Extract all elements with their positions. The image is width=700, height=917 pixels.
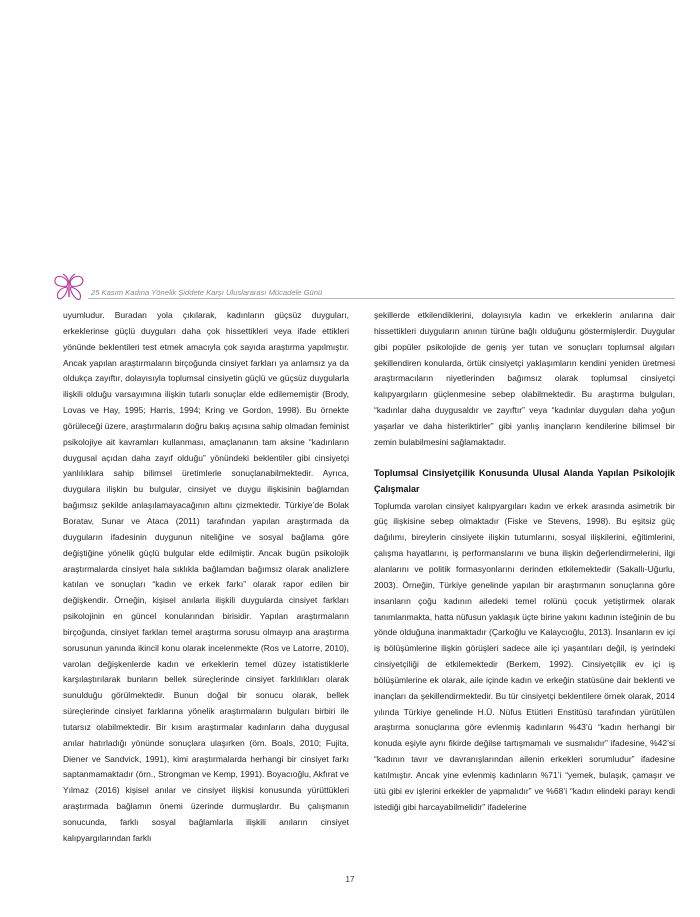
running-header bbox=[50, 272, 675, 302]
body-paragraph: uyumludur. Buradan yola çıkılarak, kadınların güçsüz duyguları, erkeklerinse güçlü duyguları daha çok hissettikleri veya ifade ettikleri yönünde beklentileri test etmek amacıyla çok sayıda araştırma yapılmıştır. Ancak yapılan araştırmaların birçoğunda cinsiyet farkları ya anlamsız ya da oldukça zayıftır, dolayısıyla toplumsal cinsiyetin güçlü ve güçsüz duygularla ilişkili olduğu varsayımına ilişkin tutarlı sonuçlar elde edilememiştir (Brody, Lovas ve Hay, 1995; Harris, 1994; Kring ve Gordon, 1998). Bu örnekte görüleceği üzere, araştırmaların doğru bakış açısına sahip olmadan feminist psikolojiye ait kavramları kullanması, amaçlananın tam aksine “kadınların duygusal açıdan daha zayıf olduğu” yönündeki beklentiler gibi cinsiyetçi yanlılıklara sahip bilimsel üretimlerle sonuçlanabilmektedir. Ayrıca, duygulara ilişkin bu bulgular, cinsiyet ve duygu ilişkisinin bağlamdan bağımsız şekilde anlaşılamayacağının altını çizmektedir. Türkiye’de Bolak Boratav, Sunar ve Ataca (2011) tarafından yapılan araştırmada da duyguların ifadesinin duygunun niteliğine ve sosyal bağlama göre değiştiğine yönelik güçlü bulgular elde edilmiştir. Ancak bugün psikolojik araştırmalarda cinsiyet hala sıklıkla bağlamdan bağımsız olarak analizlere katılan ve sonuçları “kadın ve erkek farkı” olarak rapor edilen bir değişkendir. Örneğin, kişisel anılarla ilişkili duygularda cinsiyet farkları psikolojinin en güncel konularından birisidir. Yapılan araştırmaların birçoğunda, cinsiyet farkları temel araştırma sorusu olmayıp ana araştırma sorusunun yanında ikincil konu olarak incelenmekte (Ros ve Latorre, 2010), varolan değişkenlerde kadın ve erkeklerin temel düzey istatistiklerle karşılaştırılarak bunların bellek süreçlerinde cinsiyet farklılıkları olarak sunulduğu görülmektedir. Bunun doğal bir sonucu olarak, bellek süreçlerinde cinsiyet farklarına yönelik araştırmaların bulguları birbiri ile tutarsız olabilmektedir. Bir kısım araştırmalar kadınların daha duygusal anılar hatırladığı yönünde sonuçlara ulaşırken (örn. Boals, 2010; Fujita, Diener ve Sandvick, 1991), kimi araştırmalarda herhangi bir cinsiyet farkı saptanmamaktadır (örn., Strongman ve Kemp, 1991). Boyacıoğlu, Akfırat ve Yılmaz (2016) kişisel anılar ve cinsiyet ilişkisi konusunda yürüttükleri araştırmada bağlamın önemi üzerinde durmuşlardır. Bu çalışmanın sonucunda, farklı sosyal bağlamlarla ilişkili anıların cinsiyet kalıpyargılarından farklı bbox=[63, 310, 349, 843]
header-rule bbox=[88, 298, 675, 299]
butterfly-icon bbox=[52, 273, 86, 303]
running-title: 25 Kasım Kadına Yönelik Şiddete Karşı Uluslararası Mücadele Günü bbox=[91, 288, 323, 297]
section-heading: Toplumsal Cinsiyetçilik Konusunda Ulusal Alanda Yapılan Psikolojik Çalışmalar bbox=[374, 467, 675, 494]
body-paragraph: Toplumda varolan cinsiyet kalıpyargıları kadın ve erkek arasında asimetrik bir güç ilişkisine sebep olmaktadır (Fiske ve Stevens, 1998). Bu eşitsiz güç dağılımı, bireylerin cinsiyete ilişkin tutumlarını, sosyal ilişkilerini, eğitimlerini, çalışma hayatlarını, iş performanslarını ve buna ilişkin değerlendirmelerini, ilgi alanlarını ve politik formasyonlarını derinden etkilemektedir (Sakallı-Uğurlu, 2003). Örneğin, Türkiye genelinde yapılan bir araştırmanın sonuçlarına göre insanların çoğu kadının ailedeki temel rolünü çocuk yetiştirmek olarak tanımlanmakta, hatta nüfusun yaklaşık üçte birine yakını kadının isteğinin de bu yönde olduğuna inanmaktadır (Çarkoğlu ve Kalaycıoğlu, 2013). İnsanların ev içi iş bölüşümlerine ilişkin görüşleri sadece aile içi yaşantıları değil, iş yerindeki cinsiyetçiliği de etkilemektedir (Berkem, 1992). Cinsiyetçilik ev içi iş bölüşümlerine ek olarak, aile içinde kadın ve erkeğin statüsüne dair beklenti ve inançları da şekillendirmektedir. Bu tür cinsiyetçi beklentilere örnek olarak, 2014 yılında Türkiye genelinde H.Ü. Nüfus Etütleri Enstitüsü tarafından yürütülen araştırma sonuçlarına göre evlenmiş kadınların %43’ü “kadın herhangi bir konuda eşiyle aynı fikirde değilse tartışmamalı ve susmalıdır” ifadesine, %42’si “kadının tavır ve davranışlarından ailenin erkekleri sorumludur” ifadesine katılmıştır. Ancak yine evlenmiş kadınların %71’i “yemek, bulaşık, çamaşır ve ütü gibi ev işlerini erkekler de yapmalıdır” ve %68’i “kadın elindeki parayı kendi istediği gibi harcayabilmelidir” ifadelerine bbox=[374, 500, 675, 812]
page-number: 17 bbox=[345, 875, 355, 884]
right-column bbox=[374, 308, 675, 815]
body-paragraph: şekillerde etkilendiklerini, dolayısıyla kadın ve erkeklerin anılarına dair hissettikleri duyguların anının türüne bağlı olduğunu göstermişlerdir. Duygular gibi popüler psikolojide de geniş yer tutan ve sonuçları toplumsal algıları şekillendiren konularda, örtük cinsiyetçi yaklaşımların kendini yeniden üretmesi araştırmacıların niyetlerinden bağımsız olarak toplumsal cinsiyetçi kalıpyargıların güçlenmesine sebep olabilmektedir. Bu araştırma bulguları, “kadınlar daha duygusaldır ve zayıftır” veya “kadınlar duyguları daha yoğun yaşarlar ve daha histeriktirler” gibi yanlış inançların kendilerine bilimsel bir zemin bulabilmesini sağlamaktadır. bbox=[374, 310, 675, 447]
left-column bbox=[63, 308, 349, 847]
